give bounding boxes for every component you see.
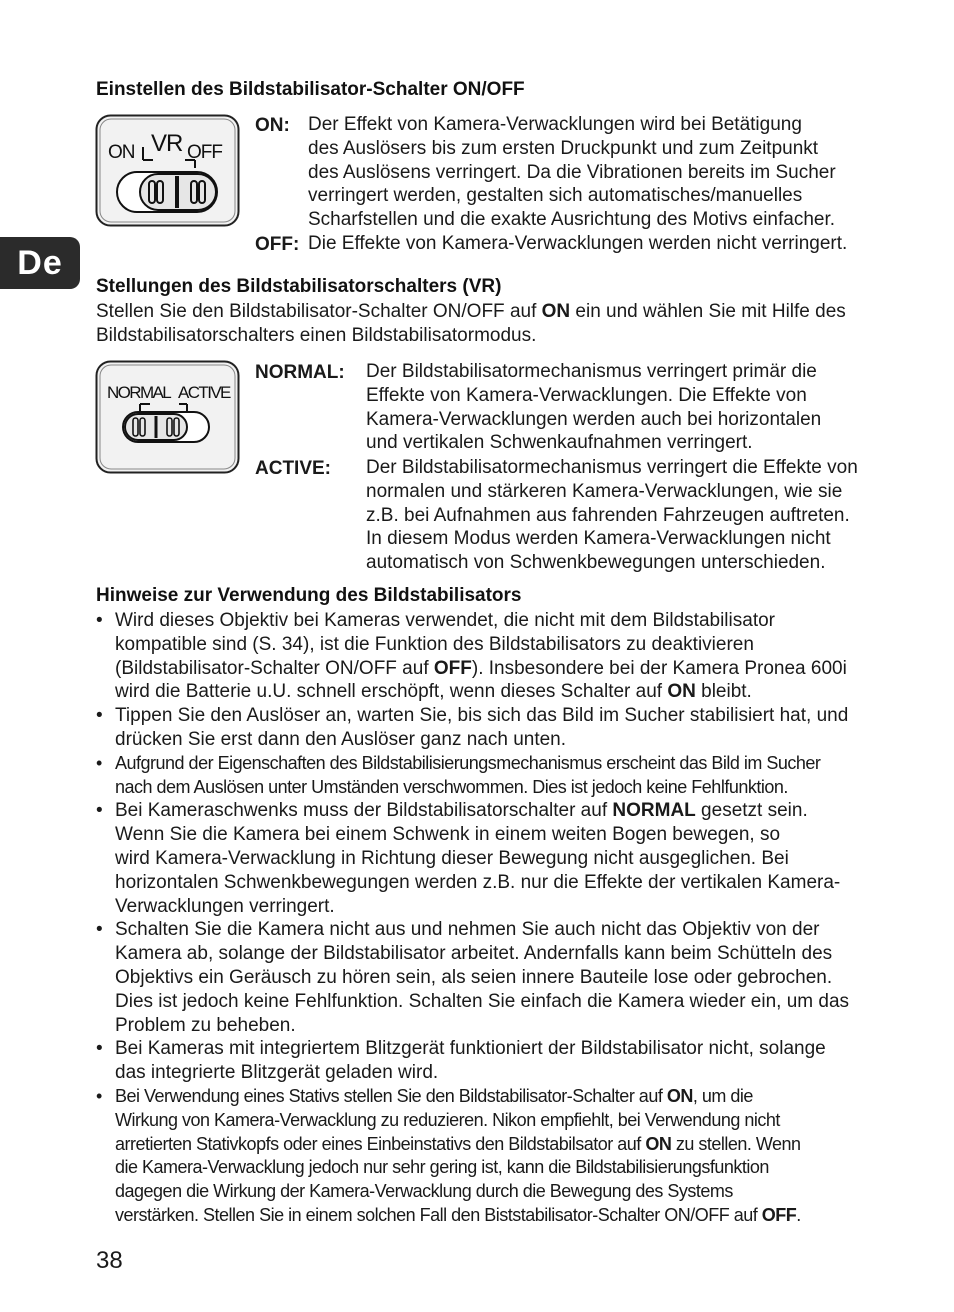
section-heading-notes: Hinweise zur Verwendung des Bildstabilisators xyxy=(96,585,522,606)
language-tab: De xyxy=(0,237,80,289)
term-off: OFF: xyxy=(255,234,300,255)
definition-on: Der Effekt von Kamera-Verwacklungen wird bei Betätigung des Auslösers bis zum ersten Druckpunkt und zum Zeitpunkt des Auslösens verringert. Da die Vibrationen bereits im Sucher verringert werden, gestalten sich automatisches/manuelles Scharfstellen und die exakte Ausrichtung des Motivs einfacher. xyxy=(308,114,836,231)
list-item: • Aufgrund der Eigenschaften des Bildstabilisierungsmechanismus erscheint das Bild im Sucher nach dem Auslösen unter Umständen verschwommen. Dies ist jedoch keine Fehlfunktion. xyxy=(96,752,896,800)
section-heading-on-off: Einstellen des Bildstabilisator-Schalter ON/OFF xyxy=(96,79,525,100)
vr-on-off-switch-figure xyxy=(95,114,240,227)
normal-label: NORMAL xyxy=(107,383,171,402)
list-item: • Tippen Sie den Auslöser an, warten Sie, bis sich das Bild im Sucher stabilisiert hat, und drücken Sie erst dann den Auslöser ganz nach unten. xyxy=(96,704,896,752)
section2-intro: Stellen Sie den Bildstabilisator-Schalter ON/OFF auf ON ein und wählen Sie mit Hilfe des Bildstabilisatorschalters einen Bildstabilisatormodus. xyxy=(96,301,846,346)
vr-mode-switch-figure xyxy=(95,360,240,474)
term-on: ON: xyxy=(255,115,290,136)
list-item: • Schalten Sie die Kamera nicht aus und nehmen Sie auch nicht das Objektiv von der Kamera ab, solange der Bildstabilisator arbeitet. Andernfalls kann beim Schütteln des Objektivs ein Geräusch zu hören sein, als seien innere Bauteile lose oder gebrochen. Dies ist jedoch keine Fehlfunktion. Schalten Sie einfach die Kamera wieder ein, um das Problem zu beheben. xyxy=(96,918,896,1037)
list-item: • Bei Verwendung eines Stativs stellen Sie den Bildstabilisator-Schalter auf ON, um die Wirkung von Kamera-Verwacklung zu reduzieren. Nikon empfiehlt, bei Verwendung nicht arretierten Stativkopfs oder eines Einbeinstativs den Bildstabilsator auf ON zu stellen. Wenn die Kamera-Verwacklung jedoch nur sehr gering ist, kann die Bildstabilisierungsfunktion dagegen die Wirkung der Kamera-Verwacklung durch die Bewegung des Systems verstärken. Stellen Sie in einem solchen Fall den Biststabilisator-Schalter ON/OFF auf OFF. xyxy=(96,1085,896,1228)
vr-label: VR xyxy=(151,130,183,157)
definition-normal: Der Bildstabilisatormechanismus verringert primär die Effekte von Kamera-Verwacklungen. Die Effekte von Kamera-Verwacklungen werden auch bei horizontalen und vertikalen Schwenkaufnahmen verringert. xyxy=(366,361,822,454)
definition-active: Der Bildstabilisatormechanismus verringert die Effekte von normalen und stärkeren Kamera-Verwacklungen, wie sie z.B. bei Aufnahmen aus fahrenden Fahrzeugen auftreten. In diesem Modus werden Kamera-Verwacklungen nicht automatisch von Schwenkbewegungen unterschieden. xyxy=(366,457,858,574)
section-heading-vr-modes: Stellungen des Bildstabilisatorschalters (VR) xyxy=(96,276,502,297)
off-label: OFF xyxy=(187,142,222,163)
list-item: • Wird dieses Objektiv bei Kameras verwendet, die nicht mit dem Bildstabilisator kompatible sind (S. 34), ist die Funktion des Bildstabilisators zu deaktivieren (Bildstabilisator-Schalter ON/OFF auf OFF). Insbesondere bei der Kamera Pronea 600i wird die Batterie u.U. schnell erschöpft, wenn dieses Schalter auf ON bleibt. xyxy=(96,609,896,704)
term-normal: NORMAL: xyxy=(255,362,345,383)
definition-off: Die Effekte von Kamera-Verwacklungen werden nicht verringert. xyxy=(308,233,848,254)
term-active: ACTIVE: xyxy=(255,458,331,479)
list-item: • Bei Kameraschwenks muss der Bildstabilisatorschalter auf NORMAL gesetzt sein. Wenn Sie die Kamera bei einem Schwenk in einem weiten Bogen bewegen, so wird Kamera-Verwacklung in Richtung dieser Bewegung nicht ausgeglichen. Bei horizontalen Schwenkbewegungen werden z.B. nur die Effekte der vertikalen Kamera- Verwacklungen verringert. xyxy=(96,799,896,918)
page-number: 38 xyxy=(96,1247,123,1274)
list-item: • Bei Kameras mit integriertem Blitzgerät funktioniert der Bildstabilisator nicht, solange das integrierte Blitzgerät geladen wird. xyxy=(96,1037,896,1085)
on-label: ON xyxy=(108,142,135,163)
notes-list xyxy=(96,609,896,1228)
active-label: ACTIVE xyxy=(178,383,230,402)
